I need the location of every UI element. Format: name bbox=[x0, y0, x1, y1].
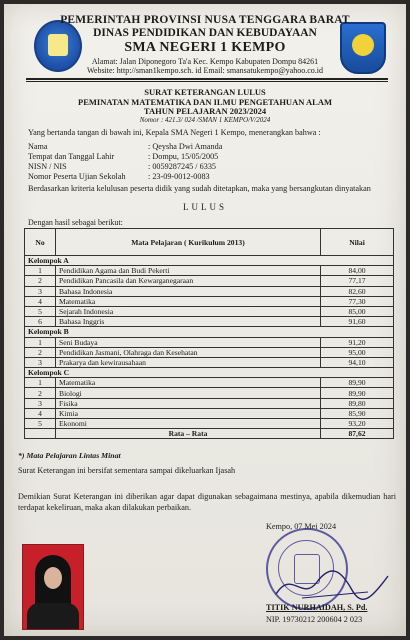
row-no: 5 bbox=[25, 306, 56, 316]
signatory-name: TITIK NURHAIDAH, S. Pd. bbox=[266, 603, 368, 612]
handwritten-signature-icon bbox=[272, 564, 392, 604]
row-value: 91,20 bbox=[321, 337, 394, 347]
doc-year: TAHUN PELAJARAN 2023/2024 bbox=[143, 106, 267, 116]
row-value: 82,60 bbox=[321, 286, 394, 296]
row-value: 91,60 bbox=[321, 317, 394, 327]
row-no: 4 bbox=[25, 296, 56, 306]
row-subject: Pendidikan Jasmani, Olahraga dan Kesehatan bbox=[56, 347, 321, 357]
row-subject: Sejarah Indonesia bbox=[56, 306, 321, 316]
row-subject: Prakarya dan kewirausahaan bbox=[56, 357, 321, 367]
row-value: 89,90 bbox=[321, 378, 394, 388]
row-subject: Kimia bbox=[56, 408, 321, 418]
average-label: Rata – Rata bbox=[56, 429, 321, 439]
row-no: 5 bbox=[25, 419, 56, 429]
identity-label: Nomor Peserta Ujian Sekolah bbox=[28, 172, 126, 181]
row-value: 94,10 bbox=[321, 357, 394, 367]
row-no: 2 bbox=[25, 276, 56, 286]
table-row bbox=[25, 286, 394, 296]
student-photo-icon bbox=[22, 544, 84, 630]
header-department: DINAS PENDIDIKAN DAN KEBUDAYAAN bbox=[93, 27, 317, 39]
table-row bbox=[25, 347, 394, 357]
row-no: 3 bbox=[25, 286, 56, 296]
group-label-a: Kelompok A bbox=[25, 256, 394, 266]
table-row bbox=[25, 306, 394, 316]
doc-title: SURAT KETERANGAN LULUS bbox=[144, 87, 266, 97]
criteria-text: Berdasarkan kriteria kelulusan peserta didik yang sudah ditetapkan, maka yang bersangkutan dinyatakan bbox=[28, 184, 371, 193]
group-label-b: Kelompok B bbox=[25, 327, 394, 337]
row-value: 85,90 bbox=[321, 408, 394, 418]
average-value: 87,62 bbox=[321, 429, 394, 439]
identity-value: : 0059287245 / 6335 bbox=[148, 162, 217, 171]
row-subject: Matematika bbox=[56, 296, 321, 306]
row-value: 89,90 bbox=[321, 388, 394, 398]
row-no: 3 bbox=[25, 357, 56, 367]
row-no: 1 bbox=[25, 378, 56, 388]
identity-label: Tempat dan Tanggal Lahir bbox=[28, 152, 115, 161]
row-value: 95,00 bbox=[321, 347, 394, 357]
row-no: 3 bbox=[25, 398, 56, 408]
row-value: 77,17 bbox=[321, 276, 394, 286]
table-row bbox=[25, 337, 394, 347]
doc-specialization: PEMINATAN MATEMATIKA DAN ILMU PENGETAHUAN ALAM bbox=[78, 97, 332, 107]
row-subject: Pendidikan Agama dan Budi Pekerti bbox=[56, 266, 321, 276]
row-no: 2 bbox=[25, 347, 56, 357]
temporary-notice: Surat Keterangan ini bersifat sementara sampai dikeluarkan Ijasah bbox=[18, 466, 236, 475]
table-row bbox=[25, 266, 394, 276]
row-subject: Bahasa Inggris bbox=[56, 317, 321, 327]
row-value: 77,30 bbox=[321, 296, 394, 306]
col-header-subject: Mata Pelajaran ( Kurikulum 2013) bbox=[56, 229, 321, 256]
grades-table bbox=[24, 228, 394, 439]
table-row bbox=[25, 317, 394, 327]
identity-label: Nama bbox=[28, 142, 48, 151]
header-school-name: SMA NEGERI 1 KEMPO bbox=[124, 40, 286, 55]
average-row bbox=[25, 429, 394, 439]
header-rule bbox=[26, 78, 388, 80]
identity-row bbox=[28, 172, 222, 182]
doc-number: Nomor : 421.3/ 024 /SMAN 1 KEMPO/V/2024 bbox=[139, 116, 271, 124]
row-subject: Fisika bbox=[56, 398, 321, 408]
table-row bbox=[25, 357, 394, 367]
header-government: PEMERINTAH PROVINSI NUSA TENGGARA BARAT bbox=[60, 14, 350, 26]
identity-row bbox=[28, 142, 222, 152]
signatory-nip: NIP. 19730212 200604 2 023 bbox=[266, 615, 363, 624]
row-no: 1 bbox=[25, 266, 56, 276]
result-status: LULUS bbox=[183, 202, 227, 212]
identity-row bbox=[28, 152, 222, 162]
row-no: 6 bbox=[25, 317, 56, 327]
row-no: 4 bbox=[25, 408, 56, 418]
row-value: 85,00 bbox=[321, 306, 394, 316]
identity-value: : Qeysha Dwi Amanda bbox=[148, 142, 223, 151]
header-rule-thin bbox=[26, 81, 388, 82]
row-subject: Pendidikan Pancasila dan Kewarganegaraan bbox=[56, 276, 321, 286]
group-label-c: Kelompok C bbox=[25, 368, 394, 378]
identity-row bbox=[28, 162, 222, 172]
closing-paragraph: Demikian Surat Keterangan ini diberikan agar dapat digunakan sebagaimana mestinya, apabila dikemudian hari terdapat kekeliruan, maka akan dilakukan perbaikan. bbox=[18, 492, 396, 512]
table-intro: Dengan hasil sebagai berikut: bbox=[28, 218, 123, 227]
average-no bbox=[25, 429, 56, 439]
row-subject: Ekonomi bbox=[56, 419, 321, 429]
row-value: 89,80 bbox=[321, 398, 394, 408]
identity-value: : 23-09-0012-0083 bbox=[148, 172, 210, 181]
header-contact: Website: http://sman1kempo.sch. id Email: smansatukempo@yahoo.co.id bbox=[86, 66, 324, 75]
row-no: 2 bbox=[25, 388, 56, 398]
footnote: *) Mata Pelajaran Lintas Minat bbox=[18, 451, 121, 460]
identity-label: NISN / NIS bbox=[28, 162, 67, 171]
table-row bbox=[25, 296, 394, 306]
row-subject: Biologi bbox=[56, 388, 321, 398]
student-identity bbox=[28, 142, 222, 182]
row-subject: Bahasa Indonesia bbox=[56, 286, 321, 296]
identity-value: : Dompu, 15/05/2005 bbox=[148, 152, 219, 161]
row-value: 93,20 bbox=[321, 419, 394, 429]
row-no: 1 bbox=[25, 337, 56, 347]
col-header-value: Nilai bbox=[321, 229, 394, 256]
table-row bbox=[25, 408, 394, 418]
col-header-no: No bbox=[25, 229, 56, 256]
table-row bbox=[25, 388, 394, 398]
row-subject: Seni Budaya bbox=[56, 337, 321, 347]
table-row bbox=[25, 419, 394, 429]
table-row bbox=[25, 398, 394, 408]
table-row bbox=[25, 276, 394, 286]
row-subject: Matematika bbox=[56, 378, 321, 388]
intro-text: Yang bertanda tangan di bawah ini, Kepala SMA Negeri 1 Kempo, menerangkan bahwa : bbox=[28, 128, 321, 137]
row-value: 84,00 bbox=[321, 266, 394, 276]
certificate-page bbox=[4, 4, 406, 636]
table-row bbox=[25, 378, 394, 388]
header-address: Alamat: Jalan Diponegoro Ta'a Kec. Kempo Kabupaten Dompu 84261 bbox=[91, 57, 319, 66]
place-date: Kempo, 07 Mei 2024 bbox=[266, 522, 337, 531]
table-header-row bbox=[25, 229, 394, 256]
